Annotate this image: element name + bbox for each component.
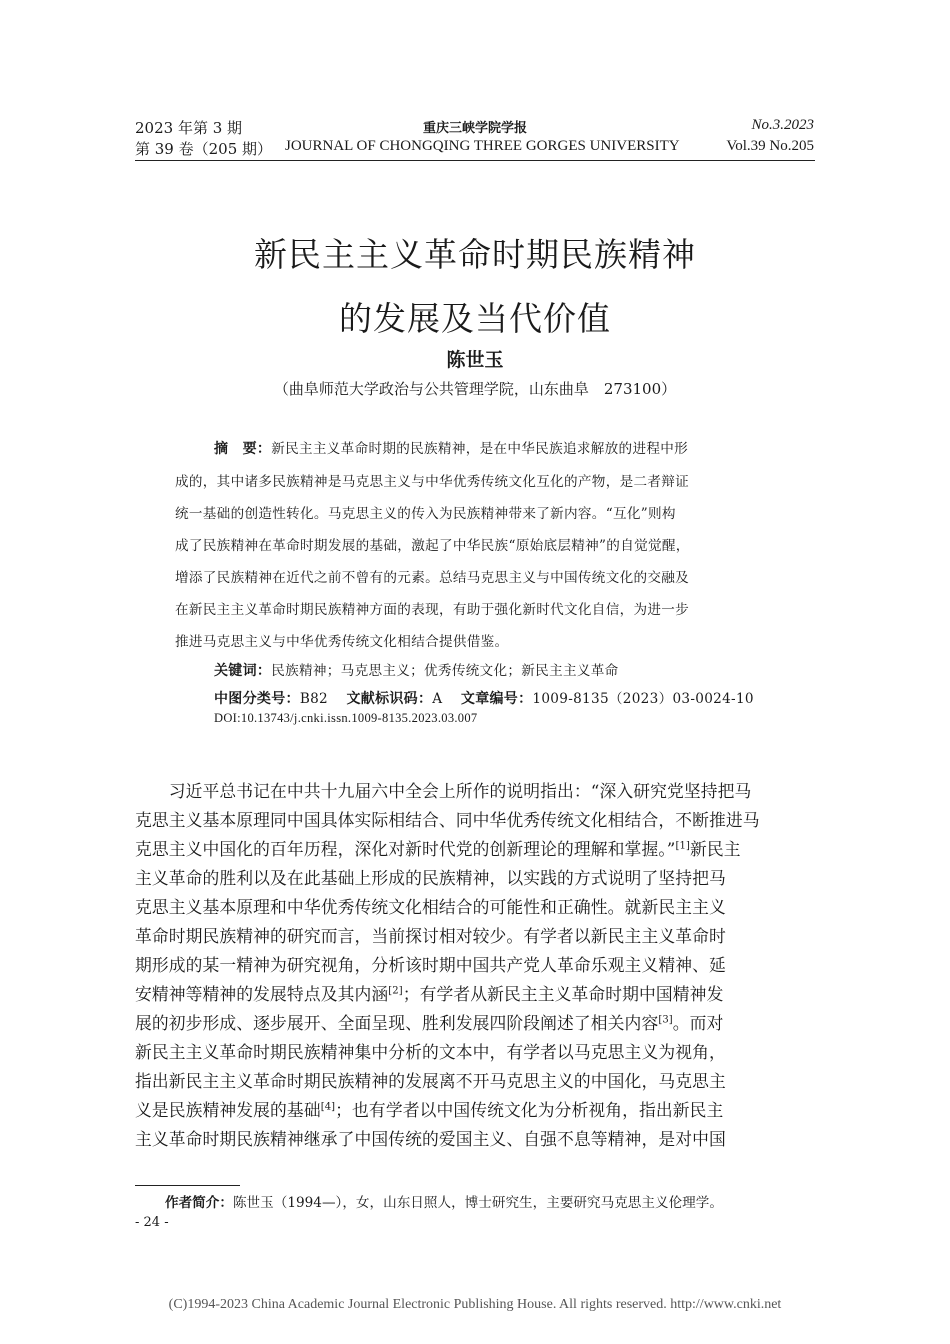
abstract-label: 摘 要： [214,441,272,457]
body-text: 义是民族精神发展的基础 [135,1100,321,1120]
classification [214,687,754,708]
body-line [135,836,741,860]
issue-cn: 2023 年第 3 期 [135,119,243,137]
body-line: 主义革命的胜利以及在此基础上形成的民族精神，以实践的方式说明了坚持把马 [135,868,726,888]
body-text: 新民主 [689,839,741,859]
abstract-line [214,437,688,458]
clc-label: 中图分类号： [214,691,300,707]
body-text: 克思主义中国化的百年历程，深化对新时代党的创新理论的理解和掌握。” [135,839,676,859]
volume-cn: 第 39 卷（205 期） [135,140,273,158]
abstract-line: 增添了民族精神在近代之前不曾有的元素。总结马克思主义与中国传统文化的交融及 [175,570,690,586]
journal-cn: 重庆三峡学院学报 [422,121,527,136]
body-line: 克思主义基本原理和中华优秀传统文化相结合的可能性和正确性。就新民主主义 [135,897,726,917]
footnote-text: 陈世玉（1994—），女，山东日照人，博士研究生，主要研究马克思主义伦理学。 [232,1195,723,1211]
keywords [214,659,619,680]
body-text: ；有学者从新民主主义革命时期中国精神发 [402,984,724,1004]
citation: [3] [658,1014,673,1026]
citation: [2] [388,985,403,997]
affiliation: （曲阜师范大学政治与公共管理学院，山东曲阜 273100） [273,380,677,398]
abstract-line: 统一基础的创造性转化。马克思主义的传入为民族精神带来了新内容。“互化”则构 [175,506,676,522]
artno-label: 文章编号： [460,691,533,707]
citation: [1] [675,840,690,852]
abstract-line: 推进马克思主义与中华优秀传统文化相结合提供借鉴。 [175,634,509,650]
author-footnote [165,1191,723,1211]
body-line: 革命时期民族精神的研究而言，当前探讨相对较少。有学者以新民主主义革命时 [135,926,726,946]
abstract-text: 新民主主义革命时期的民族精神，是在中华民族追求解放的进程中形 [271,441,689,457]
keywords-text: 民族精神；马克思主义；优秀传统文化；新民主主义革命 [271,663,619,679]
body-text: 。而对 [672,1013,724,1033]
body-line: 指出新民主主义革命时期民族精神的发展离不开马克思主义的中国化，马克思主 [135,1071,726,1091]
journal-en: JOURNAL OF CHONGQING THREE GORGES UNIVERSITY [285,138,680,154]
doi: DOI:10.13743/j.cnki.issn.1009-8135.2023.03.007 [214,711,478,725]
body-line [135,1010,723,1034]
copyright-notice: (C)1994-2023 China Academic Journal Electronic Publishing House. All rights reserved. http://www.cnki.net [168,1297,782,1312]
body-line: 新民主主义革命时期民族精神集中分析的文本中，有学者以马克思主义为视角， [135,1042,726,1062]
citation: [4] [320,1101,336,1113]
author-name: 陈世玉 [446,349,504,371]
footnote-rule [135,1185,240,1186]
body-text: 安精神等精神的发展特点及其内涵 [135,984,389,1004]
volume-en: Vol.39 No.205 [726,138,814,154]
body-text: ；也有学者以中国传统文化为分析视角，指出新民主 [335,1100,724,1120]
body-line: 习近平总书记在中共十九届六中全会上所作的说明指出：“深入研究党坚持把马 [135,781,752,801]
artno-value: 1009-8135（2023）03-0024-10 [532,691,754,707]
title-line-1: 新民主主义革命时期民族精神 [254,235,696,274]
abstract-line: 成了民族精神在革命时期发展的基础，激起了中华民族“原始底层精神”的自觉觉醒， [175,538,690,554]
abstract-line: 在新民主主义革命时期民族精神方面的表现，有助于强化新时代文化自信，为进一步 [175,602,690,618]
body-line: 克思主义基本原理同中国具体实际相结合、同中华优秀传统文化相结合，不断推进马 [135,810,760,830]
abstract-line: 成的，其中诸多民族精神是马克思主义与中华优秀传统文化互化的产物，是二者辩证 [175,474,690,490]
footnote-label: 作者简介： [165,1195,233,1211]
issue-en: No.3.2023 [751,117,814,133]
body-line: 期形成的某一精神为研究视角，分析该时期中国共产党人革命乐观主义精神、延 [135,955,726,975]
doccode-label: 文献标识码： [346,691,433,707]
body-text: 展的初步形成、逐步展开、全面呈现、胜利发展四阶段阐述了相关内容 [135,1013,659,1033]
body-line [135,1097,723,1121]
body-line: 主义革命时期民族精神继承了中国传统的爱国主义、自强不息等精神，是对中国 [135,1129,726,1149]
title-line-2: 的发展及当代价值 [339,299,611,338]
header-rule [135,160,815,161]
page-number: - 24 - [135,1215,169,1230]
doccode-value: A [432,691,443,707]
body-line [135,981,723,1005]
clc-value: B82 [299,691,328,707]
keywords-label: 关键词： [214,663,272,679]
